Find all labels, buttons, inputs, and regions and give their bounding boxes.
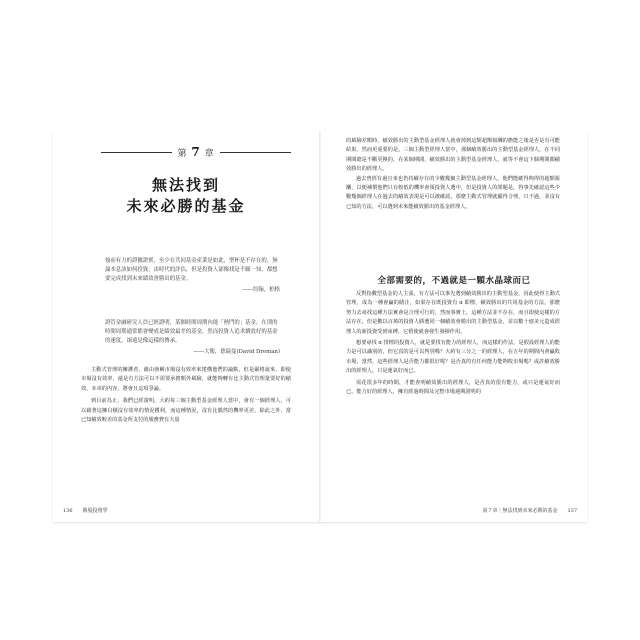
right-page [321,131,587,522]
book-spread [53,131,587,522]
body-paragraph: 主動式管理的擁護者，藉由發稱市場沒有效率來建構他們的論點，但是嚴格說來，即使市場沒有效率，還是有方法可以不需要承擔額外風險，就能夠轉有比主動式管理量要好的績效，本章的內容，將會且這項爭論。 [81,367,291,392]
page-number: 137 [567,508,577,514]
epigraph-quote-2 [105,319,280,357]
quote-attribution: ——大衛，德瑞曼(David Dreman) [193,349,280,355]
quote-text: 強而有力的證據證實，至少在共同基金產業是如此，聖杯是不存在的。無論本息該如何投資，由時代的評估，但是投資人卻像找是不願一知，都想要完成找到未來績效會勝出的基金。 [105,258,278,282]
body-paragraph: 想要尋找 α 排標的投資人，就是要找有能力的經理人，而這樣的作法，是假設經理人的能力是可以識別的，但它真的是可以判別嗎？大約有三分之一的經理人，在五年的期間內會贏敗市場，當然，這些經理人是否能力都很好呢？是否真的有任何能力能夠敗市場嗎？或許績效勝出的經理人，只是運氣好而已。 [346,340,560,375]
running-title: 第７章｜無法找到未來必勝的基金 [482,508,558,514]
left-page [53,131,319,522]
body-paragraph-continued: 的風險差額時，績效勝出的主動型基金經理人就會掉到這類超額報酬的擔能之後是否是有可能結果。然而更重要的是，三個主動型經理人當中，那個績效勝出的主動型基金經理人，在不同期間總是不斷更換的，在某個期間，績效勝出的主動型基金經理人，就等不會這下個期間都績效勝出的經理人。 [346,138,560,173]
chapter-rule-left [101,152,172,153]
epigraph-quote-1 [105,257,280,295]
right-body-text [346,137,560,215]
right-footer [472,507,577,514]
page-number: 136 [63,508,73,514]
left-body-text [81,366,291,428]
chapter-prefix: 第 [177,149,188,159]
chapter-suffix: 章 [204,149,215,159]
body-paragraph: 到目前為止，我們已經證明，大約每三個主動型基金經理人當中，會有一個經理人，可以藉著這擁白積沒有效率的情況獲利，而這種情況，沒有比偶然的機率更差，除此之外，當已知績效較差的基金所支付的服務費有大量 [81,398,291,424]
running-title: 勝股投資學 [82,508,108,514]
left-footer [63,507,118,514]
chapter-title-line1: 無法找到 [151,176,220,194]
quote-text: 證管金融研究人員已經證明，某個時間周期內能「熱門的」基金，在別的時間周期通常都會變成是績效最差的基金，然而投資人追求續效好的基金的速度，卻遠是像這樣的傳承。 [105,320,278,344]
chapter-number: 7 [191,145,201,159]
chapter-rule-right [220,152,291,153]
chapter-heading [101,145,291,159]
body-paragraph: 反對指數型基金的人主張，有方法可以事先選到績效勝出的主動型基金，因此使得主動式管理，成為一種會贏的賭注，如果存在既投資有 α 即標，績效勝出的共同基金的方法，那麼努力去尋找這種方法實會是合理可行的，然而事實上，這種方法並不存在，而且即使這樣的方法存在，但是數以百萬的投資人勝選同一個績效會勝出的主動型基金，並以數十億美元造成經理人的新投資受到束縛，它假使就會發生發揮作用。 [346,291,560,335]
chapter-title-line2: 未來必勝的基金 [126,197,246,215]
right-body-text-2 [346,290,560,399]
chapter-label [172,145,219,159]
body-paragraph: 過去曾經有過且來也仍持續存在的少數幾個主動型基金經理人，他們能確得夠得的超額報酬，以便補償他們只有較低的機率會領投資人選中，但是投資人的問題是，得事先確認這些少數幾個經理人在過去的績效表現是可以被確認，那麼主動式管理就顯得合理，只不過，並沒有已知的方法，可以選到未來能績效勝出的基金經理人。 [346,175,560,210]
section-heading: 全部需要的，不過就是一顆水晶球而已 [377,276,531,286]
body-paragraph: 需花很多年的時間，才能查明績效勝出的經理人，是否真的很有能力，或只是運氣好而已，能力好的經理人，擁有經過時間及完整市場週期證明的 [346,379,560,396]
quote-attribution: ——約翰，柏格 [242,287,280,293]
